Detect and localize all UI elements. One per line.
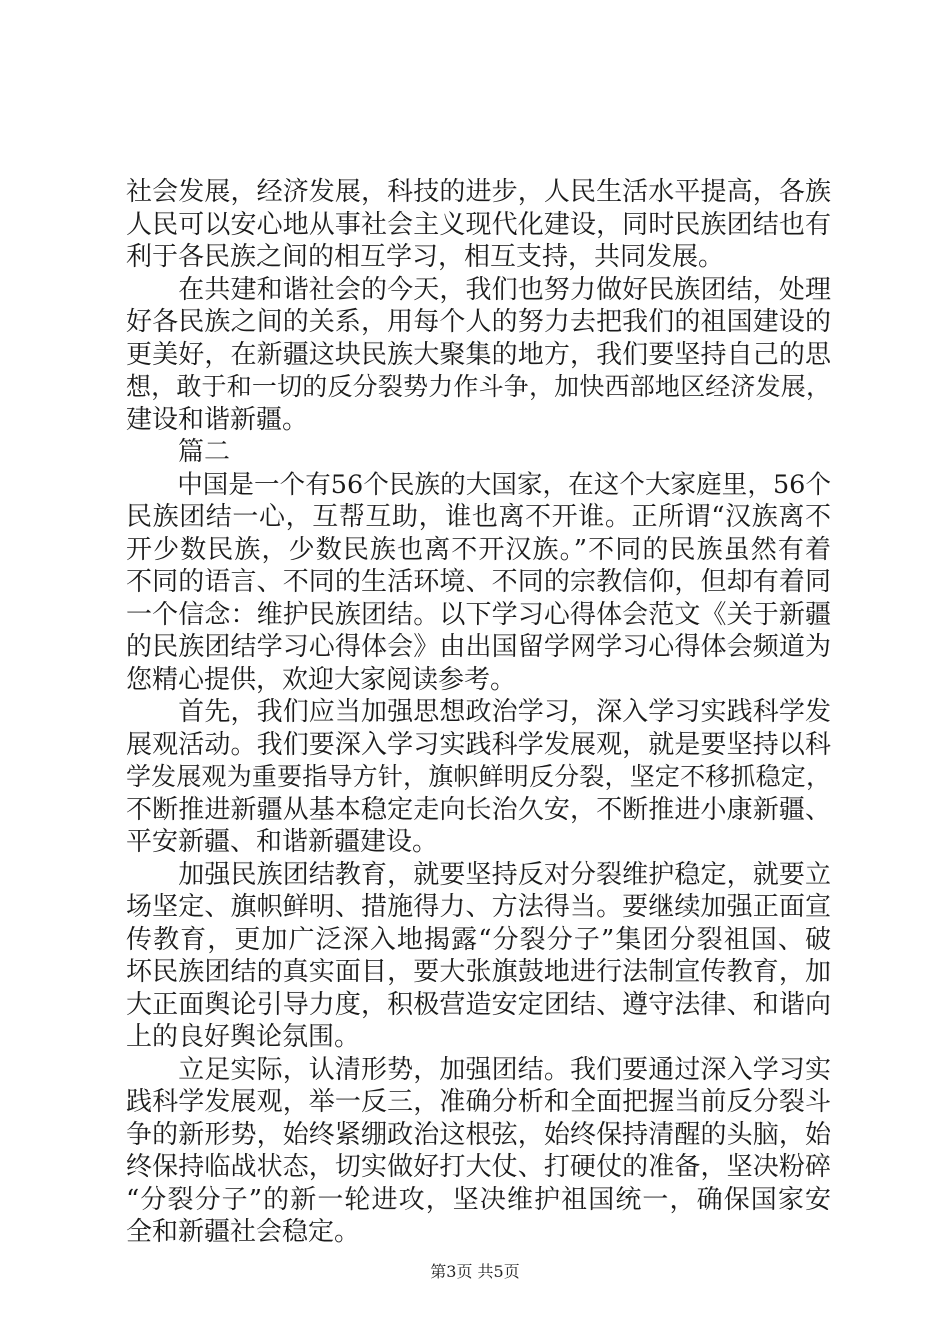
text-line: 好各民族之间的关系，用每个人的努力去把我们的祖国建设的 — [126, 307, 831, 337]
text-line: 展观活动。我们要深入学习实践科学发展观，就是要坚持以科 — [126, 730, 831, 760]
section-heading: 篇二 — [126, 437, 231, 467]
text-line: 不断推进新疆从基本稳定走向长治久安，不断推进小康新疆、 — [126, 795, 831, 825]
text-line: 开少数民族，少数民族也离不开汉族。”不同的民族虽然有着 — [126, 535, 831, 565]
text-line: 一个信念：维护民族团结。以下学习心得体会范文《关于新疆 — [126, 600, 831, 630]
text-line: 想，敢于和一切的反分裂势力作斗争，加快西部地区经济发展， — [126, 372, 831, 401]
text-line: 社会发展，经济发展，科技的进步，人民生活水平提高，各族 — [126, 177, 831, 207]
text-line: 建设和谐新疆。 — [126, 405, 309, 435]
text-line: 利于各民族之间的相互学习，相互支持，共同发展。 — [126, 242, 725, 272]
text-line: 您精心提供，欢迎大家阅读参考。 — [126, 665, 517, 695]
text-line: 坏民族团结的真实面目，要大张旗鼓地进行法制宣传教育，加 — [126, 957, 831, 987]
page-number: 第3页 共5页 — [430, 1262, 520, 1281]
text-line: 的民族团结学习心得体会》由出国留学网学习心得体会频道为 — [126, 632, 831, 662]
text-line: 立足实际，认清形势，加强团结。我们要通过深入学习实 — [126, 1055, 831, 1085]
text-line: 平安新疆、和谐新疆建设。 — [126, 827, 439, 857]
text-line: 传教育，更加广泛深入地揭露“分裂分子”集团分裂祖国、破 — [126, 925, 831, 955]
text-line: 不同的语言、不同的生活环境、不同的宗教信仰，但却有着同 — [126, 567, 831, 597]
text-line: 中国是一个有56个民族的大国家，在这个大家庭里，56个 — [126, 470, 831, 500]
text-line: 终保持临战状态，切实做好打大仗、打硬仗的准备，坚决粉碎 — [126, 1152, 831, 1182]
text-line: 践科学发展观，举一反三，准确分析和全面把握当前反分裂斗 — [126, 1087, 831, 1117]
text-line: 民族团结一心，互帮互助，谁也离不开谁。正所谓“汉族离不 — [126, 502, 831, 532]
text-line: 全和新疆社会稳定。 — [126, 1217, 361, 1247]
text-line: 人民可以安心地从事社会主义现代化建设，同时民族团结也有 — [126, 210, 831, 240]
text-line: 学发展观为重要指导方针，旗帜鲜明反分裂，坚定不移抓稳定， — [126, 762, 831, 791]
text-line: 在共建和谐社会的今天，我们也努力做好民族团结，处理 — [126, 275, 831, 305]
text-line: 大正面舆论引导力度，积极营造安定团结、遵守法律、和谐向 — [126, 990, 831, 1020]
text-line: “分裂分子”的新一轮进攻，坚决维护祖国统一，确保国家安 — [126, 1185, 831, 1215]
text-line: 加强民族团结教育，就要坚持反对分裂维护稳定，就要立 — [126, 860, 831, 890]
text-line: 上的良好舆论氛围。 — [126, 1022, 361, 1052]
text-line: 首先，我们应当加强思想政治学习，深入学习实践科学发 — [126, 697, 831, 727]
text-line: 场坚定、旗帜鲜明、措施得力、方法得当。要继续加强正面宣 — [126, 892, 831, 922]
text-line: 争的新形势，始终紧绷政治这根弦，始终保持清醒的头脑，始 — [126, 1120, 831, 1150]
text-line: 更美好，在新疆这块民族大聚集的地方，我们要坚持自己的思 — [126, 340, 831, 370]
